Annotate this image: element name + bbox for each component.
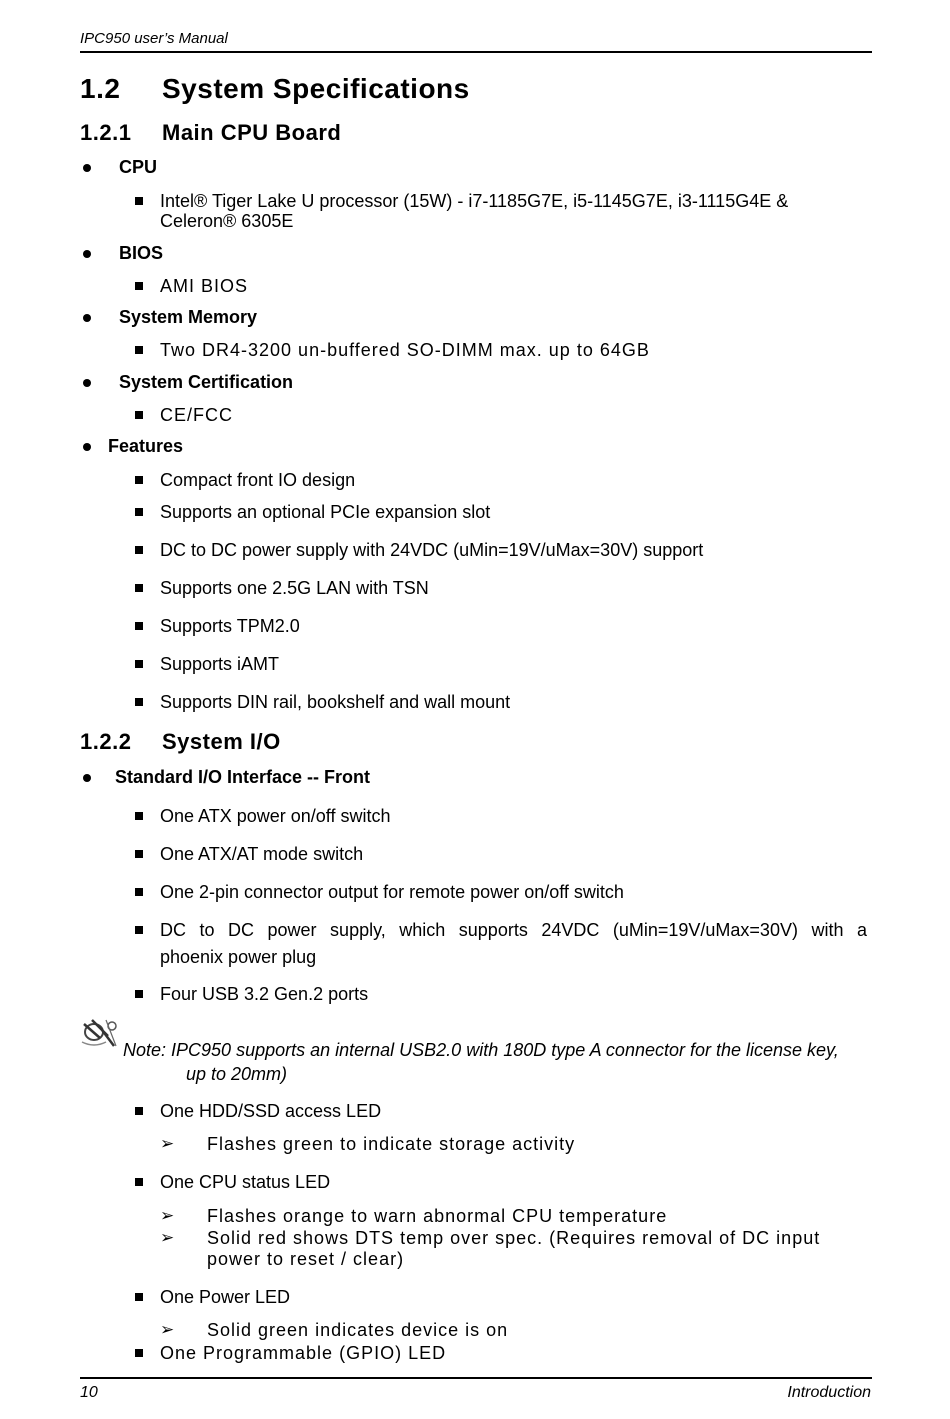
square-bullet xyxy=(135,926,143,934)
front-io-dc-line2: phoenix power plug xyxy=(160,947,317,967)
feature-item: Supports DIN rail, bookshelf and wall mount xyxy=(160,692,511,712)
bullet-dot xyxy=(83,250,91,258)
note-text-line1: Note: IPC950 supports an internal USB2.0 with 180D type A connector for the license key, xyxy=(123,1040,839,1060)
bullet-dot xyxy=(83,774,91,782)
front-io-item: One ATX power on/off switch xyxy=(160,806,391,826)
manual-title: IPC950 user’s Manual xyxy=(80,30,228,47)
subsection-number: 1.2.2 xyxy=(80,729,132,754)
category-cpu: CPU xyxy=(119,157,158,177)
square-bullet xyxy=(135,584,143,592)
led-cpu-detail-2-line2: power to reset / clear) xyxy=(207,1249,405,1269)
led-hdd: One HDD/SSD access LED xyxy=(160,1101,382,1121)
led-power-detail: Solid green indicates device is on xyxy=(207,1320,509,1340)
category-bios: BIOS xyxy=(119,243,164,263)
bullet-dot xyxy=(83,443,91,451)
square-bullet xyxy=(135,282,143,290)
square-bullet xyxy=(135,850,143,858)
cpu-item-line2: Celeron® 6305E xyxy=(160,211,294,231)
front-io-usb: Four USB 3.2 Gen.2 ports xyxy=(160,984,369,1004)
note-text-line2: up to 20mm) xyxy=(186,1064,288,1084)
square-bullet xyxy=(135,990,143,998)
feature-item: Compact front IO design xyxy=(160,470,356,490)
subsection-title: System I/O xyxy=(162,729,281,754)
certification-item: CE/FCC xyxy=(160,405,233,425)
led-cpu-detail-2-line1: Solid red shows DTS temp over spec. (Requires removal of DC input xyxy=(207,1228,821,1248)
square-bullet xyxy=(135,698,143,706)
footer-section: Introduction xyxy=(787,1384,871,1401)
square-bullet xyxy=(135,622,143,630)
section-title: System Specifications xyxy=(162,73,470,104)
bullet-dot xyxy=(83,379,91,387)
feature-item: Supports iAMT xyxy=(160,654,280,674)
category-front-io: Standard I/O Interface -- Front xyxy=(115,767,371,787)
subsection-title: Main CPU Board xyxy=(162,120,342,145)
arrow-bullet-icon: ➢ xyxy=(160,1320,175,1339)
page-number: 10 xyxy=(80,1384,98,1401)
square-bullet xyxy=(135,197,143,205)
subsection-number: 1.2.1 xyxy=(80,120,132,145)
square-bullet xyxy=(135,1178,143,1186)
category-system-memory: System Memory xyxy=(119,307,258,327)
note-icon xyxy=(80,1016,120,1052)
square-bullet xyxy=(135,346,143,354)
bios-item: AMI BIOS xyxy=(160,276,249,296)
category-features: Features xyxy=(108,436,184,456)
feature-item: Supports one 2.5G LAN with TSN xyxy=(160,578,429,598)
led-cpu-detail-1: Flashes orange to warn abnormal CPU temperature xyxy=(207,1206,668,1226)
arrow-bullet-icon: ➢ xyxy=(160,1134,175,1153)
square-bullet xyxy=(135,476,143,484)
bullet-dot xyxy=(83,164,91,172)
subsection-heading-main-cpu xyxy=(80,120,341,146)
bullet-dot xyxy=(83,314,91,322)
section-number: 1.2 xyxy=(80,73,121,104)
square-bullet xyxy=(135,411,143,419)
front-io-dc-line1: DC to DC power supply, which supports 24VDC (uMin=19V/uMax=30V) with a xyxy=(160,920,867,940)
subsection-heading-system-io xyxy=(80,729,281,755)
square-bullet xyxy=(135,660,143,668)
memory-item: Two DR4-3200 un-buffered SO-DIMM max. up to 64GB xyxy=(160,340,650,360)
led-power: One Power LED xyxy=(160,1287,291,1307)
front-io-item: One ATX/AT mode switch xyxy=(160,844,364,864)
square-bullet xyxy=(135,812,143,820)
footer-rule xyxy=(80,1377,872,1379)
cpu-item-line1: Intel® Tiger Lake U processor (15W) - i7-1185G7E, i5-1145G7E, i3-1115G4E & xyxy=(160,191,789,211)
feature-item: DC to DC power supply with 24VDC (uMin=19V/uMax=30V) support xyxy=(160,540,704,560)
square-bullet xyxy=(135,546,143,554)
square-bullet xyxy=(135,508,143,516)
feature-item: Supports TPM2.0 xyxy=(160,616,300,636)
category-system-certification: System Certification xyxy=(119,372,294,392)
arrow-bullet-icon: ➢ xyxy=(160,1228,175,1247)
square-bullet xyxy=(135,888,143,896)
arrow-bullet-icon: ➢ xyxy=(160,1206,175,1225)
led-gpio: One Programmable (GPIO) LED xyxy=(160,1343,447,1363)
front-io-item: One 2-pin connector output for remote power on/off switch xyxy=(160,882,624,902)
led-cpu: One CPU status LED xyxy=(160,1172,331,1192)
square-bullet xyxy=(135,1107,143,1115)
header-rule xyxy=(80,51,872,53)
square-bullet xyxy=(135,1349,143,1357)
feature-item: Supports an optional PCIe expansion slot xyxy=(160,502,491,522)
square-bullet xyxy=(135,1293,143,1301)
led-hdd-detail: Flashes green to indicate storage activity xyxy=(207,1134,576,1154)
section-heading xyxy=(80,73,470,105)
